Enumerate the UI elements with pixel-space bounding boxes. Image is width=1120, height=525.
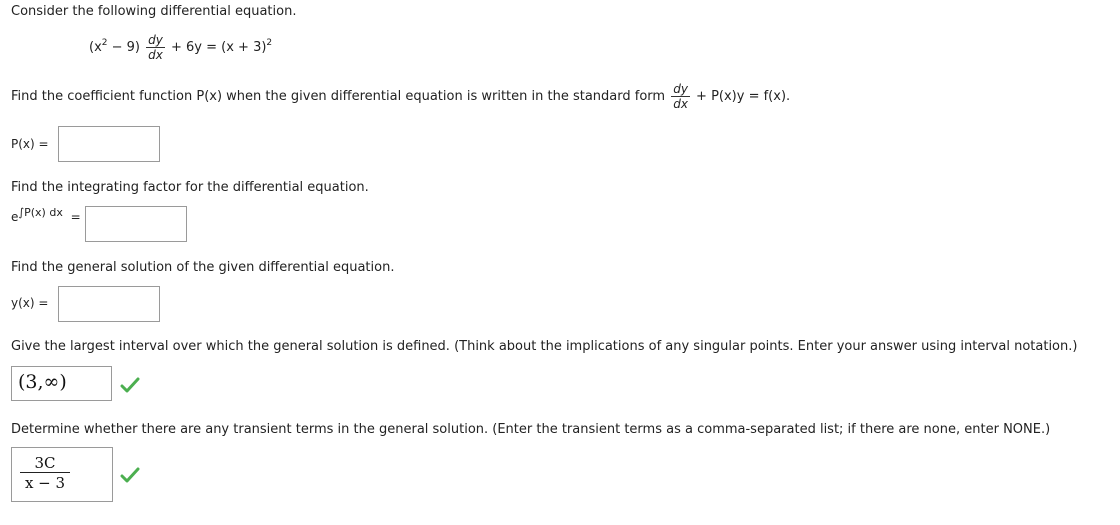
- check-icon: [120, 466, 140, 484]
- q1-prompt: [11, 82, 790, 112]
- eq-lhs-prefix: (x: [89, 40, 102, 55]
- eq-middle: + 6y = (x + 3): [171, 40, 267, 55]
- transient-den: x − 3: [24, 474, 66, 492]
- q2-label-base: e: [11, 210, 19, 224]
- q2-label-exp: ∫P(x) dx: [18, 206, 63, 219]
- interval-answer-box[interactable]: [11, 366, 112, 401]
- q1-frac-num: dy: [673, 82, 688, 96]
- eq-derivative-fraction: [146, 33, 165, 62]
- q2-label: [11, 206, 81, 224]
- q2-text: Find the integrating factor for the differential equation.: [11, 180, 369, 195]
- q3-label: y(x) =: [11, 296, 49, 310]
- interval-answer: (3,∞): [18, 371, 67, 393]
- q4-text: Give the largest interval over which the general solution is defined. (Think about the implications of any singular points. Enter your answer using interval notation.): [11, 339, 1078, 354]
- eq-frac-den: dx: [148, 48, 163, 62]
- check-icon: [120, 376, 140, 394]
- eq-lhs-suffix: − 9): [107, 40, 140, 55]
- integrating-factor-input[interactable]: [85, 206, 187, 242]
- transient-terms-answer-box[interactable]: [11, 447, 113, 502]
- transient-fraction: [20, 454, 70, 493]
- q1-tail: + P(x)y = f(x).: [691, 89, 791, 104]
- transient-num: 3C: [20, 454, 70, 473]
- intro-text: Consider the following differential equation.: [11, 4, 297, 19]
- differential-equation: [89, 33, 272, 63]
- p-of-x-input[interactable]: [58, 126, 160, 162]
- q5-text: Determine whether there are any transient terms in the general solution. (Enter the transient terms as a comma-separated list; if there are none, enter NONE.): [11, 422, 1051, 437]
- q3-text: Find the general solution of the given differential equation.: [11, 260, 395, 275]
- q2-label-eq: =: [70, 210, 81, 224]
- q1-standard-form-fraction: [671, 82, 690, 111]
- eq-lhs-exp: 2: [101, 38, 108, 48]
- general-solution-input[interactable]: [58, 286, 160, 322]
- q1-label: P(x) =: [11, 137, 49, 151]
- eq-rhs-exp: 2: [266, 38, 273, 48]
- q1-text: Find the coefficient function P(x) when the given differential equation is written in the standard form: [11, 89, 666, 104]
- eq-frac-num: dy: [148, 33, 163, 47]
- q1-frac-den: dx: [673, 97, 688, 111]
